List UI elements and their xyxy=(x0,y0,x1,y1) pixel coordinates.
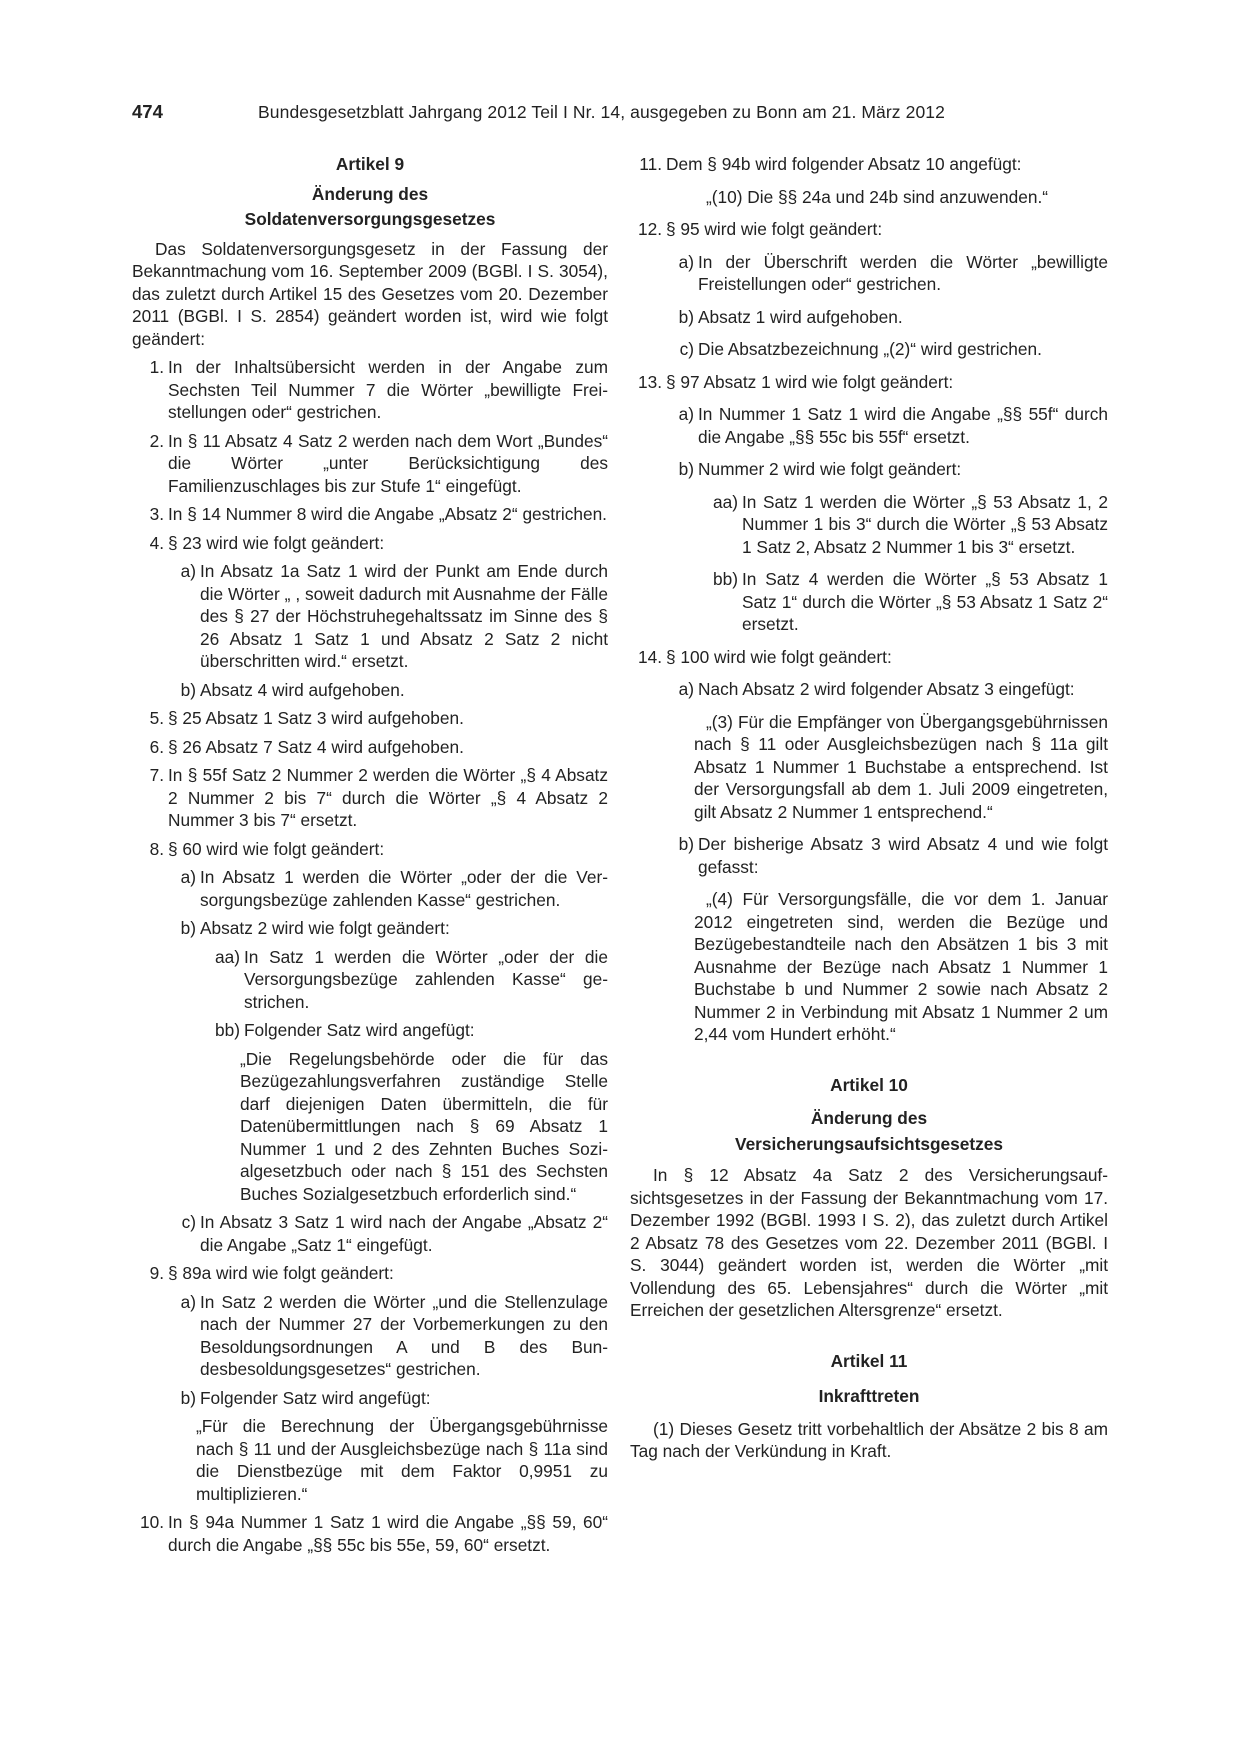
list-item-8b-aa xyxy=(194,946,608,1014)
article-9-title-line-1: Änderung des xyxy=(311,183,429,204)
quoted-sentence: „Für die Berechnung der Übergangsgebührnisse nach § 11 und der Ausgleichsbezüge nach § 11a sind die Dienstbezüge mit dem Faktor 0,9951 zu multiplizieren.“ xyxy=(196,1416,608,1504)
article-11-text: (1) Dieses Gesetz tritt vorbehaltlich der Absätze 2 bis 8 am Tag nach der Verkündung in Kraft. xyxy=(630,1418,1108,1461)
item-text: § 60 wird wie folgt geändert: xyxy=(168,838,385,859)
list-item-6 xyxy=(132,736,608,759)
quoted-paragraph: „(3) Für die Empfänger von Übergangsgebührnissen nach § 11 oder Ausgleichsbezügen nach § 11a gilt Absatz 1 Nummer 1 Buchstabe a entsprechend. Ist der Versorgungsfall ab dem 1. Juli 2009 eingetreten, gilt Absatz 2 Nummer 1 entsprechend.“ xyxy=(694,711,1108,822)
list-item-3 xyxy=(132,503,608,526)
list-item-9b xyxy=(164,1387,608,1410)
item-letter: c) xyxy=(679,339,694,359)
item-text: In Satz 1 werden die Wörter „§ 53 Absatz 1, 2 Nummer 1 bis 3“ durch die Wörter „§ 53 Absatz 1 Satz 2, Absatz 2 Nummer 1 bis 3“ ersetzt. xyxy=(742,491,1108,557)
list-item-7 xyxy=(132,764,608,832)
list-item-13b-aa xyxy=(692,491,1108,559)
left-column xyxy=(132,153,608,1562)
item-text: In der Inhaltsübersicht werden in der Angabe zum Sechsten Teil Nummer 7 die Wörter „bewilligte Freistellungen oder“ gestrichen. xyxy=(168,357,608,422)
item-text: In Nummer 1 Satz 1 wird die Angabe „§§ 55f“ durch die Angabe „§§ 55c bis 55f“ ersetzt. xyxy=(698,404,1108,447)
item-number: 10. xyxy=(139,1512,164,1532)
item-text: In der Überschrift werden die Wörter „bewilligte Freistellungen oder“ gestrichen. xyxy=(698,251,1108,294)
item-number: 3. xyxy=(149,504,164,524)
article-9-heading: Artikel 9 xyxy=(335,154,405,174)
item-letter: b) xyxy=(678,459,694,479)
item-number: 14. xyxy=(637,646,662,667)
list-item-1 xyxy=(132,356,608,424)
quoted-sentence: „Die Regelungsbehörde oder die für das Bezügezahlungsverfahren zuständige Stelle darf diejenigen Daten übermitteln, die für Datenübermittlungen nach § 69 Absatz 1 Nummer 1 und 2 des Zehnten Buches Sozialgesetzbuch oder nach § 151 des Sechsten Buches Sozialgesetzbuch erforderlich sind.“ xyxy=(240,1048,608,1204)
article-10-title-line-2: Versicherungsaufsichtsgesetzes xyxy=(735,1133,1003,1154)
item-text: In Satz 4 werden die Wörter „§ 53 Absatz 1 Satz 1“ durch die Wörter „§ 53 Absatz 1 Satz 2“ ersetzt. xyxy=(742,569,1108,634)
item-letter: a) xyxy=(180,1291,196,1312)
item-text: In § 55f Satz 2 Nummer 2 werden die Wörter „§ 4 Absatz 2 Nummer 2 bis 7“ durch die Wörter „§ 4 Absatz 2 Nummer 3 bis 7“ ersetzt. xyxy=(168,765,608,830)
item-letter: a) xyxy=(678,404,694,424)
list-item-8b xyxy=(164,917,608,940)
quoted-paragraph: „(10) Die §§ 24a und 24b sind anzuwenden.“ xyxy=(706,186,1049,207)
item-text: In § 11 Absatz 4 Satz 2 werden nach dem Wort „Bundes“ die Wörter „unter Berücksichtigung des Familienzuschlages bis zur Stufe 1“ eingefügt. xyxy=(168,430,608,496)
list-item-13a xyxy=(662,403,1108,448)
list-item-14b xyxy=(662,833,1108,878)
item-text: Absatz 2 wird wie folgt geändert: xyxy=(200,918,450,938)
item-text: In Satz 1 werden die Wörter „oder der die Versorgungsbezüge zahlenden Kasse“ gestrichen. xyxy=(244,946,608,1012)
list-item-13 xyxy=(630,371,1108,394)
list-item-4b xyxy=(164,679,608,702)
item-text: In Absatz 1 werden die Wörter „oder der die Versorgungsbezüge zahlenden Kasse“ gestrichen. xyxy=(200,867,608,910)
item-text: Dem § 94b wird folgender Absatz 10 angefügt: xyxy=(666,154,1022,174)
item-text: In § 94a Nummer 1 Satz 1 wird die Angabe „§§ 59, 60“ durch die Angabe „§§ 55c bis 55e, 59, 60“ ersetzt. xyxy=(168,1512,608,1555)
item-number: 1. xyxy=(149,357,164,377)
item-number: 11. xyxy=(639,154,662,174)
list-item-13b xyxy=(662,458,1108,481)
item-letter: a) xyxy=(678,679,694,699)
item-letter: b) xyxy=(180,918,196,938)
article-11-title: Inkrafttreten xyxy=(818,1386,920,1406)
item-number: 8. xyxy=(149,838,164,859)
item-text: Folgender Satz wird angefügt: xyxy=(200,1387,431,1408)
item-text: § 25 Absatz 1 Satz 3 wird aufgehoben. xyxy=(168,708,464,728)
item-text: § 95 wird wie folgt geändert: xyxy=(666,219,883,239)
article-10-title-line-1: Änderung des xyxy=(810,1108,928,1128)
list-item-14a xyxy=(662,678,1108,701)
item-text: § 23 wird wie folgt geändert: xyxy=(168,532,385,553)
item-text: § 100 wird wie folgt geändert: xyxy=(666,646,892,667)
list-item-13b-bb xyxy=(692,568,1108,636)
item-number: 4. xyxy=(149,532,164,553)
item-number: 2. xyxy=(149,430,164,451)
item-letter: aa) xyxy=(713,491,738,512)
list-item-8b-bb xyxy=(194,1019,608,1042)
list-item-12c xyxy=(662,338,1108,361)
item-number: 9. xyxy=(149,1263,164,1283)
item-text: § 26 Absatz 7 Satz 4 wird aufgehoben. xyxy=(168,736,464,757)
item-text: Nummer 2 wird wie folgt geändert: xyxy=(698,459,962,479)
item-text: In Satz 2 werden die Wörter „und die Stellenzulage nach der Nummer 27 der Vorbemerkungen zu den Besoldungsordnungen A und B des Bundesbesoldungsgesetzes“ gestrichen. xyxy=(200,1291,608,1379)
article-11-heading: Artikel 11 xyxy=(830,1350,908,1371)
item-number: 12. xyxy=(637,219,662,239)
item-number: 5. xyxy=(149,708,164,728)
page-number: 474 xyxy=(132,101,163,122)
item-letter: bb) xyxy=(215,1020,240,1040)
item-letter: b) xyxy=(180,1387,196,1408)
list-item-12 xyxy=(630,218,1108,241)
item-letter: b) xyxy=(678,306,694,327)
item-letter: a) xyxy=(180,561,196,581)
item-letter: aa) xyxy=(215,946,240,967)
item-letter: a) xyxy=(180,867,196,887)
item-letter: c) xyxy=(181,1212,196,1232)
item-number: 6. xyxy=(149,736,164,757)
item-number: 7. xyxy=(149,765,164,785)
item-text: § 89a wird wie folgt geändert: xyxy=(168,1263,394,1283)
article-9-title-line-2: Soldatenversorgungsgesetzes xyxy=(244,209,496,229)
page-header xyxy=(132,100,982,124)
list-item-10 xyxy=(132,1511,608,1556)
item-text: Nach Absatz 2 wird folgender Absatz 3 eingefügt: xyxy=(698,679,1075,699)
article-10-text: In § 12 Absatz 4a Satz 2 des Versicherungsaufsichtsgesetzes in der Fassung der Bekanntmachung vom 17. Dezember 1992 (BGBl. 1993 I S. 2), das zuletzt durch Artikel 2 Absatz 78 des Gesetzes vom 22. Dezember 2011 (BGBl. I S. 3044) geändert worden ist, werden die Wörter „mit Vollendung des 65. Lebensjahres“ durch die Wörter „mit Erreichen der gesetzlichen Altersgrenze“ ersetzt. xyxy=(630,1165,1108,1320)
list-item-4 xyxy=(132,532,608,555)
item-text: Absatz 1 wird aufgehoben. xyxy=(698,306,903,327)
gazette-title: Bundesgesetzblatt Jahrgang 2012 Teil I Nr. 14, ausgegeben zu Bonn am 21. März 2012 xyxy=(258,102,945,122)
item-text: Absatz 4 wird aufgehoben. xyxy=(200,679,405,700)
item-text: In § 14 Nummer 8 wird die Angabe „Absatz 2“ gestrichen. xyxy=(168,504,607,524)
list-item-9 xyxy=(132,1262,608,1285)
item-text: § 97 Absatz 1 wird wie folgt geändert: xyxy=(666,371,954,392)
right-column xyxy=(630,153,1108,1469)
item-letter: bb) xyxy=(713,569,738,589)
item-text: Die Absatzbezeichnung „(2)“ wird gestrichen. xyxy=(698,339,1042,359)
list-item-8a xyxy=(164,866,608,911)
item-letter: b) xyxy=(180,679,196,700)
article-10-heading: Artikel 10 xyxy=(830,1074,908,1095)
item-text: Der bisherige Absatz 3 wird Absatz 4 und wie folgt gefasst: xyxy=(698,834,1108,877)
list-item-12a xyxy=(662,251,1108,296)
list-item-14 xyxy=(630,646,1108,669)
item-text: In Absatz 1a Satz 1 wird der Punkt am Ende durch die Wörter „ , soweit dadurch mit Ausnahme der Fälle des § 27 der Höchstruhegehaltssatz im Sinne des § 26 Absatz 1 Satz 1 und Absatz 2 Satz 2 nicht überschritten wird.“ ersetzt. xyxy=(200,561,608,671)
list-item-2 xyxy=(132,430,608,498)
list-item-12b xyxy=(662,306,1108,329)
list-item-5 xyxy=(132,707,608,730)
list-item-4a xyxy=(164,560,608,673)
item-number: 13. xyxy=(637,371,662,392)
item-letter: b) xyxy=(678,834,694,854)
quoted-paragraph: „(4) Für Versorgungsfälle, die vor dem 1. Januar 2012 eingetreten sind, werden die Bezüge und Bezügebestandteile nach den Absätzen 1 bis 3 mit Ausnahme der Bezüge nach Absatz 1 Nummer 1 Buchstabe b und Nummer 2 sowie nach Absatz 2 Nummer 2 in Verbindung mit Absatz 1 Nummer 2 um 2,44 vom Hundert erhöht.“ xyxy=(694,889,1108,1044)
list-item-8c xyxy=(164,1211,608,1256)
item-text: In Absatz 3 Satz 1 wird nach der Angabe „Absatz 2“ die Angabe „Satz 1“ eingefügt. xyxy=(200,1212,608,1255)
item-letter: a) xyxy=(678,251,694,272)
list-item-8 xyxy=(132,838,608,861)
list-item-11 xyxy=(630,153,1108,176)
list-item-9a xyxy=(164,1291,608,1381)
article-9-intro: Das Soldatenversorgungsgesetz in der Fassung der Bekanntmachung vom 16. September 2009 (BGBl. I S. 3054), das zuletzt durch Artikel 15 des Gesetzes vom 20. Dezember 2011 (BGBl. I S. 2854) geändert worden ist, wird wie folgt geändert: xyxy=(132,238,608,349)
item-text: Folgender Satz wird angefügt: xyxy=(244,1020,475,1040)
